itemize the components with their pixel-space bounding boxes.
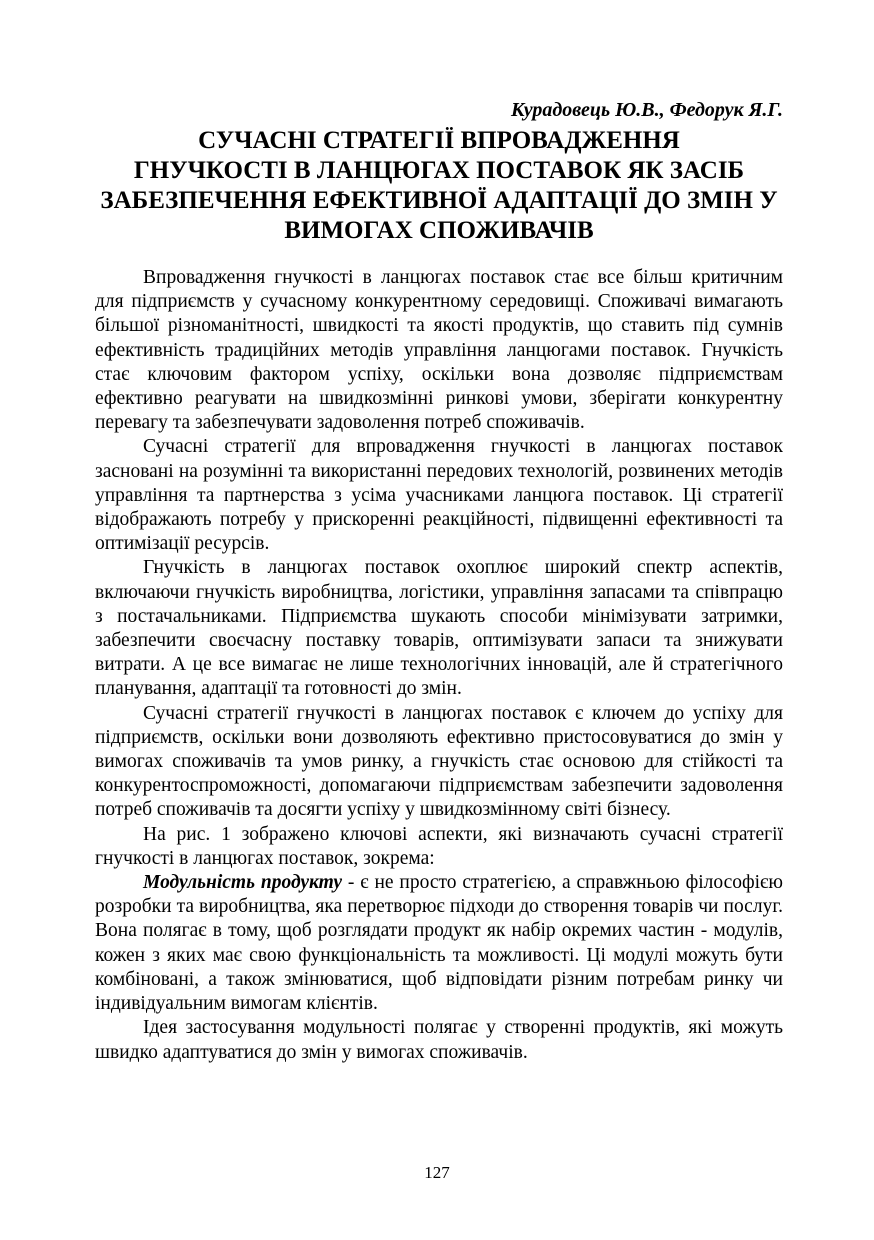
modularity-text: - є не просто стратегією, а справжньою філософією розробки та виробництва, яка перетворює підходи до створення товарів чи послуг. Вона полягає в тому, щоб розглядати продукт як набір окремих частин - модулів, кожен з яких має свою функціональність та можливості. Ці модулі можуть бути комбіновані, а також змінюватися, щоб відповідати різним потребам ринку чи індивідуальним вимогам клієнтів. bbox=[95, 872, 783, 1015]
modularity-paragraph bbox=[95, 871, 783, 1016]
body-paragraph: Ідея застосування модульності полягає у створенні продуктів, які можуть швидко адаптуватися до змін у вимогах споживачів. bbox=[95, 1017, 783, 1063]
title-line: ГНУЧКОСТІ В ЛАНЦЮГАХ ПОСТАВОК ЯК ЗАСІБ bbox=[133, 157, 745, 184]
modularity-term: Модульність продукту bbox=[143, 872, 342, 894]
body-paragraph: Сучасні стратегії для впровадження гнучкості в ланцюгах поставок засновані на розумінні та використанні передових технологій, розвинених методів управління та партнерства з усіма учасниками ланцюга поставок. Ці стратегії відображають потребу у прискоренні реакційності, підвищенні ефективності та оптимізації ресурсів. bbox=[95, 436, 783, 555]
article-body bbox=[95, 266, 783, 1065]
body-paragraph: Сучасні стратегії гнучкості в ланцюгах поставок є ключем до успіху для підприємств, оскільки вони дозволяють ефективно пристосовуватися до змін у вимогах споживачів та умов ринку, а гнучкість стає основою для стійкості та конкурентоспроможності, допомагаючи підприємствам забезпечити задоволення потреб споживачів та досягти успіху у швидкозмінному світі бізнесу. bbox=[95, 702, 783, 821]
document-page bbox=[95, 98, 783, 1065]
title-line: ВИМОГАХ СПОЖИВАЧІВ bbox=[284, 217, 594, 244]
body-paragraph: На рис. 1 зображено ключові аспекти, які визначають сучасні стратегії гнучкості в ланцюгах поставок, зокрема: bbox=[95, 823, 783, 869]
body-paragraph: Гнучкість в ланцюгах поставок охоплює широкий спектр аспектів, включаючи гнучкість виробництва, логістики, управління запасами та співпрацю з постачальниками. Підприємства шукають способи мінімізувати затримки, забезпечити своєчасну поставку товарів, оптимізувати запаси та знижувати витрати. А це все вимагає не лише технологічних інновацій, але й стратегічного планування, адаптації та готовності до змін. bbox=[95, 557, 783, 700]
article-authors: Курадовець Ю.В., Федорук Я.Г. bbox=[511, 99, 783, 121]
body-paragraph: Впровадження гнучкості в ланцюгах поставок стає все більш критичним для підприємств у сучасному конкурентному середовищі. Споживачі вимагають більшої різноманітності, швидкості та якості продуктів, що ставить під сумнів ефективність традиційних методів управління ланцюгами поставок. Гнучкість стає ключовим фактором успіху, оскільки вона дозволяє підприємствам ефективно реагувати на швидкозмінні ринкові умови, зберігати конкурентну перевагу та забезпечувати задоволення потреб споживачів. bbox=[95, 267, 783, 434]
title-line: СУЧАСНІ СТРАТЕГІЇ ВПРОВАДЖЕННЯ bbox=[198, 127, 680, 154]
title-line: ЗАБЕЗПЕЧЕННЯ ЕФЕКТИВНОЇ АДАПТАЦІЇ ДО ЗМІН У bbox=[100, 187, 778, 214]
page-number: 127 bbox=[424, 1163, 450, 1182]
article-title bbox=[95, 126, 783, 246]
